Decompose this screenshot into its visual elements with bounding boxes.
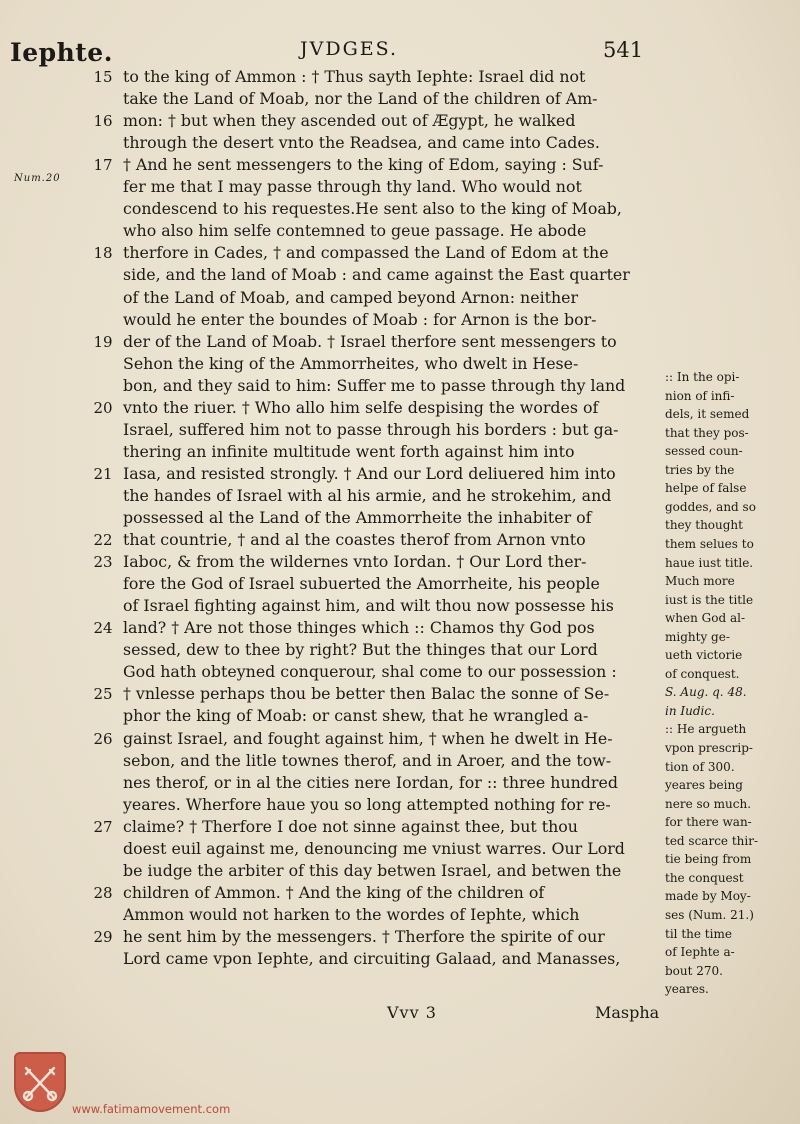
verse-number: 28 [93, 883, 113, 902]
text-line: Lord came vpon Iephte, and circuiting Galaad, and Manasses, [123, 949, 621, 968]
margin-note-line: tion of 300. [665, 759, 735, 774]
text-line: children of Ammon. † And the king of the children of [123, 882, 545, 902]
margin-note-line: in Iudic. [665, 703, 715, 718]
text-line: take the Land of Moab, nor the Land of the children of Am- [123, 89, 598, 109]
margin-note-line: mighty ge- [665, 629, 730, 644]
text-line: Ammon would not harken to the wordes of Iephte, which [123, 904, 580, 924]
running-head-left: Iephte. [10, 38, 113, 67]
text-line: be iudge the arbiter of this day betwen Israel, and betwen the [123, 860, 622, 880]
verse-number: 23 [93, 553, 113, 572]
text-line: † And he sent messengers to the king of Edom, saying : Suf- [123, 155, 604, 175]
text-line: possessed al the Land of the Ammorrheite the inhabiter of [123, 508, 592, 527]
website-watermark[interactable]: www.fatimamovement.com [72, 1102, 231, 1116]
text-line: doest euil against me, denouncing me vniust warres. Our Lord [123, 838, 625, 858]
verse-number: 22 [93, 531, 113, 550]
running-head-book: JVDGES. [300, 38, 398, 60]
margin-note-line: they thought [665, 518, 743, 533]
margin-note-line: ted scarce thir- [665, 833, 759, 848]
text-line: therfore in Cades, † and compassed the Land of Edom at the [123, 243, 609, 263]
text-line: bon, and they said to him: Suffer me to passe through thy land [123, 375, 626, 395]
margin-note-line: haue iust title. [665, 555, 754, 570]
verse-number: 25 [93, 685, 113, 704]
text-line: he sent him by the messengers. † Therfore the spirite of our [123, 926, 605, 946]
margin-note-line: Much more [665, 574, 735, 589]
text-line: thering an infinite multitude went forth against him into [123, 441, 575, 461]
text-line: claime? † Therfore I doe not sinne against thee, but thou [123, 816, 578, 836]
text-line: Iaboc, & from the wildernes vnto Iordan. † Our Lord ther- [123, 552, 587, 572]
text-line: Iasa, and resisted strongly. † And our Lord deliuered him into [123, 463, 616, 483]
text-line: fore the God of Israel subuerted the Amorrheite, his people [123, 574, 600, 594]
crossed-keys-icon [20, 1060, 60, 1104]
text-line: that countrie, † and al the coastes therof from Arnon vnto [123, 530, 586, 550]
margin-note-line: for there wan- [665, 815, 752, 830]
verse-number: 15 [93, 68, 113, 86]
text-line: mon: † but when they ascended out of Ægypt, he walked [123, 111, 576, 131]
margin-note-line: helpe of false [665, 481, 747, 496]
text-line: Sehon the king of the Ammorrheites, who dwelt in Hese- [123, 353, 579, 373]
margin-note-line: tries by the [665, 462, 735, 477]
page-number: 541 [603, 38, 644, 62]
verse-number: 20 [93, 398, 113, 417]
margin-note-line: :: He argueth [665, 722, 747, 737]
verse-number: 21 [93, 464, 113, 483]
text-line: fer me that I may passe through thy land. Who would not [123, 177, 582, 197]
margin-note-line: made by Moy- [665, 889, 751, 904]
text-line: to the king of Ammon : † Thus sayth Iephte: Israel did not [123, 67, 586, 86]
verse-number: 27 [93, 817, 113, 836]
signature-mark: Vvv 3 [387, 1003, 437, 1022]
margin-note-line: vpon prescrip- [665, 741, 753, 755]
text-line: side, and the land of Moab : and came against the East quarter [123, 265, 630, 285]
text-line: yeares. Wherfore haue you so long attempted nothing for re- [123, 794, 611, 814]
margin-note-line: yeares being [665, 778, 743, 793]
verse-number: 17 [93, 156, 113, 175]
margin-note-line: bout 270. [665, 963, 723, 978]
text-line: who also him selfe contemned to geue passage. He abode [123, 221, 587, 241]
margin-note-line: of Iephte a- [665, 945, 735, 960]
text-line: Israel, suffered him not to passe through his borders : but ga- [123, 419, 619, 439]
margin-note-line: :: In the opi- [665, 370, 740, 384]
verse-number: 29 [93, 927, 113, 946]
verse-number: 26 [93, 729, 113, 748]
text-line: gainst Israel, and fought against him, † when he dwelt in He- [123, 728, 613, 748]
margin-note-line: of conquest. [665, 666, 740, 681]
margin-note-line: til the time [665, 926, 732, 941]
margin-note-line: the conquest [665, 870, 744, 885]
text-line: phor the king of Moab: or canst shew, that he wrangled a- [123, 706, 589, 726]
margin-note-line: that they pos- [665, 425, 749, 440]
margin-note-line: ses (Num. 21.) [665, 907, 754, 922]
margin-note-line: goddes, and so [665, 499, 756, 514]
text-line: nes therof, or in al the cities nere Iordan, for :: three hundred [123, 772, 618, 792]
verse-number: 24 [93, 619, 113, 638]
margin-note-line: iust is the title [665, 592, 754, 607]
text-line: of the Land of Moab, and camped beyond Arnon: neither [123, 287, 579, 307]
verse-number: 16 [93, 112, 113, 131]
margin-note-line: nere so much. [665, 796, 752, 811]
margin-note-line: ueth victorie [665, 648, 743, 663]
margin-note-line: dels, it semed [665, 407, 750, 422]
margin-note-line: sessed coun- [665, 444, 743, 459]
cross-reference: Num.20 [14, 173, 61, 184]
margin-note-line: tie being from [665, 852, 752, 867]
keys-seal-logo [14, 1052, 66, 1112]
text-line: condescend to his requestes.He sent also to the king of Moab, [123, 199, 622, 219]
text-line: of Israel fighting against him, and wilt thou now possesse his [123, 596, 614, 616]
text-line: vnto the riuer. † Who allo him selfe despising the wordes of [123, 397, 599, 417]
text-line: sebon, and the litle townes therof, and in Aroer, and the tow- [123, 750, 612, 770]
text-line: land? † Are not those thinges which :: Chamos thy God pos [123, 618, 595, 638]
verse-number: 19 [93, 332, 113, 351]
text-line: † vnlesse perhaps thou be better then Balac the sonne of Se- [123, 684, 610, 704]
text-line: sessed, dew to thee by right? But the thinges that our Lord [123, 640, 598, 660]
text-line: God hath obteyned conquerour, shal come to our possession : [123, 662, 617, 682]
margin-note-line: yeares. [665, 982, 709, 997]
margin-note-line: S. Aug. q. 48. [665, 685, 747, 700]
text-line: the handes of Israel with al his armie, and he strokehim, and [123, 485, 612, 505]
margin-note-line: them selues to [665, 536, 754, 551]
catchword: Maspha [595, 1003, 660, 1022]
margin-note-line: nion of infi- [665, 388, 735, 403]
text-line: through the desert vnto the Readsea, and came into Cades. [123, 133, 600, 153]
text-line: der of the Land of Moab. † Israel therfore sent messengers to [123, 331, 617, 351]
verse-number: 18 [93, 244, 113, 263]
text-line: would he enter the boundes of Moab : for Arnon is the bor- [123, 309, 597, 329]
margin-note-line: when God al- [665, 611, 745, 626]
